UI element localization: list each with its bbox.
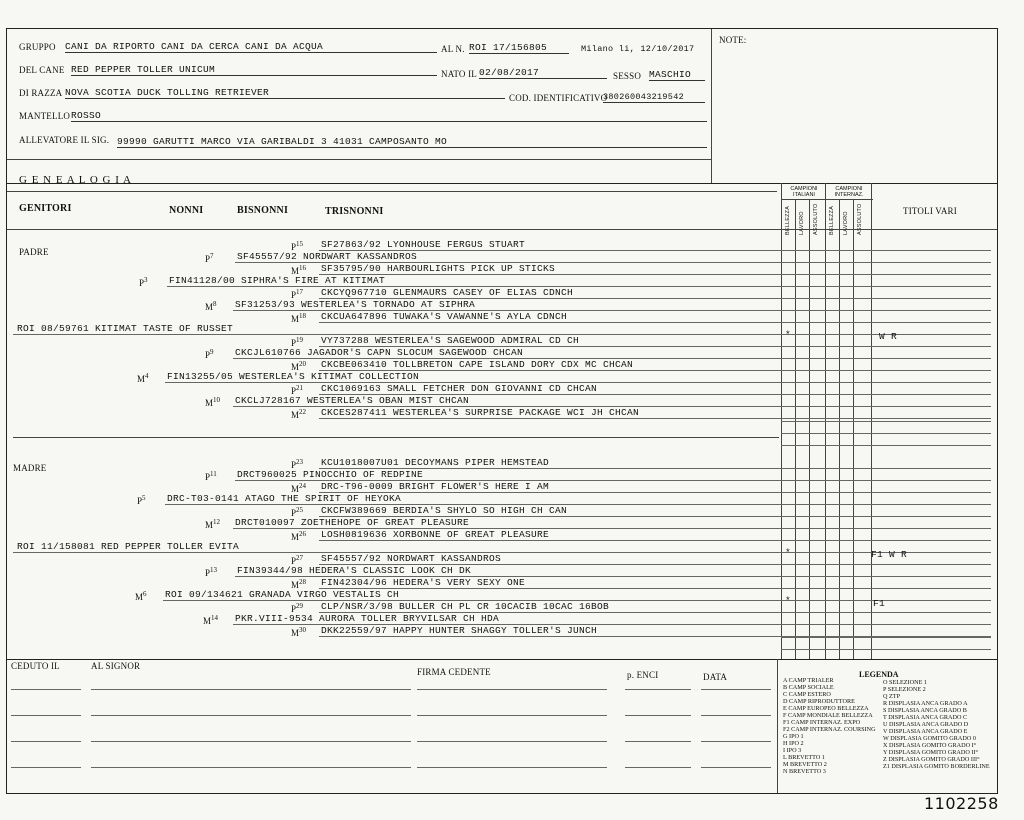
footer-line: [625, 741, 691, 742]
genealogia-top-rule: [7, 183, 997, 184]
col-line: [795, 199, 796, 659]
legenda-item: E CAMP EUROPEO BELLEZZA: [783, 705, 869, 712]
trisnonni-header: TRISNONNI: [325, 206, 384, 217]
serial-number: 1102258: [924, 794, 999, 813]
ancestor-entry: FIN39344/98 HEDERA'S CLASSIC LOOK CH DK: [237, 565, 472, 576]
ancestor-entry: CKCES287411 WESTERLEA'S SURPRISE PACKAGE WCI JH CHCAN: [321, 407, 640, 418]
ancestor-entry: SF27863/92 LYONHOUSE FERGUS STUART: [321, 239, 526, 250]
firma-label: FIRMA CEDENTE: [417, 667, 491, 677]
ancestor-entry: SF45557/92 NORDWART KASSANDROS: [237, 251, 418, 262]
footer-line: [417, 767, 607, 768]
campioni-italiani-header: CAMPIONI ITALIANI: [790, 186, 818, 198]
row-underline: [319, 250, 991, 251]
ancestor-entry: CKCYQ967710 GLENMAURS CASEY OF ELIAS CDNCH: [321, 287, 574, 298]
ancestor-entry: CKCJL610766 JAGADOR'S CAPN SLOCUM SAGEWOOD CHCAN: [235, 347, 524, 358]
ancestor-position: $P^{23}$: [291, 458, 304, 470]
cod-value: 380260043219542: [603, 92, 705, 103]
genealogia-header-bottom: [7, 229, 997, 230]
ancestor-entry: CKCBE063410 TOLLBRETON CAPE ISLAND DORY CDX MC CHCAN: [321, 359, 634, 370]
ancestor-entry: CKCLJ728167 WESTERLEA'S OBAN MIST CHCAN: [235, 395, 470, 406]
ancestor-entry: CKCUA647896 TUWAKA'S VAWANNE'S AYLA CDNCH: [321, 311, 568, 322]
ancestor-position: $P^7$: [205, 252, 214, 264]
footer-line: [625, 689, 691, 690]
ancestor-position: $M^{10}$: [205, 396, 221, 408]
parent-entry: ROI 11/158081 RED PEPPER TOLLER EVITA: [17, 541, 240, 552]
legenda-right: [883, 679, 990, 770]
ancestor-position: $P^{21}$: [291, 384, 304, 396]
notes-divider: [711, 29, 712, 183]
madre-titoli: F1 W R: [871, 549, 908, 560]
legenda-item: G IPO 1: [783, 733, 804, 740]
ancestor-entry: DRCT010097 ZOETHEHOPE OF GREAT PLEASURE: [235, 517, 470, 528]
col-lavoro-it: LAVORO: [799, 211, 805, 235]
ancestor-position: $M^{30}$: [291, 626, 307, 638]
ancestor-entry: CKC1069163 SMALL FETCHER DON GIOVANNI CD CHCAN: [321, 383, 598, 394]
ancestor-entry: CKCFW389669 BERDIA'S SHYLO SO HIGH CH CAN: [321, 505, 568, 516]
m6-titoli: F1: [873, 598, 886, 609]
col-bellezza-int: BELLEZZA: [829, 205, 835, 235]
ancestor-entry: CLP/NSR/3/98 BULLER CH PL CR 10CACIB 10CAC 16BOB: [321, 601, 610, 612]
footer-line: [701, 767, 771, 768]
footer-line: [701, 741, 771, 742]
legenda-item: F2 CAMP INTERNAZ. COURSING: [783, 726, 876, 733]
ancestor-entry: KCU1018007U01 DECOYMANS PIPER HEMSTEAD: [321, 457, 550, 468]
legenda-item: F1 CAMP INTERNAZ. EXPO: [783, 719, 861, 726]
genitori-header: GENITORI: [19, 203, 72, 214]
ancestor-entry: ROI 09/134621 GRANADA VIRGO VESTALIS CH: [165, 589, 400, 600]
legenda-item: O SELEZIONE 1: [883, 679, 927, 686]
allevatore-label: ALLEVATORE IL SIG.: [19, 135, 110, 145]
legenda-item: Y DISPLASIA GOMITO GRADO II°: [883, 749, 978, 756]
parent-entry: ROI 08/59761 KITIMAT TASTE OF RUSSET: [17, 323, 234, 334]
col-line: [839, 199, 840, 659]
ancestor-position: $M^{26}$: [291, 530, 307, 542]
ancestor-position: $M^{20}$: [291, 360, 307, 372]
row-underline: [319, 322, 991, 323]
col-lavoro-int: LAVORO: [843, 211, 849, 235]
al-n-label: AL N.: [441, 44, 465, 54]
empty-rule: [781, 649, 991, 650]
legenda-item: U DISPLASIA ANCA GRADO D: [883, 721, 969, 728]
titoli-vari-header: TITOLI VARI: [903, 206, 957, 216]
legenda-item: C CAMP ESTERO: [783, 691, 831, 698]
footer-legend-divider: [777, 659, 778, 793]
m6-star: *: [785, 595, 792, 606]
row-underline: [319, 588, 991, 589]
sesso-label: SESSO: [613, 71, 642, 81]
al-signor-label: AL SIGNOR: [91, 661, 141, 671]
legenda-item: S DISPLASIA ANCA GRADO B: [883, 707, 967, 714]
legenda-item: P SELEZIONE 2: [883, 686, 926, 693]
ancestor-entry: DRC-T96-0009 BRIGHT FLOWER'S HERE I AM: [321, 481, 550, 492]
razza-label: DI RAZZA: [19, 88, 63, 98]
nato-value: 02/08/2017: [479, 67, 607, 79]
legenda-item: A CAMP TRIALER: [783, 677, 834, 684]
ancestor-position: $M^6$: [135, 590, 147, 602]
ancestor-entry: VY737288 WESTERLEA'S SAGEWOOD ADMIRAL CD CH: [321, 335, 580, 346]
ancestor-entry: PKR.VIII-9534 AURORA TOLLER BRYVILSAR CH HDA: [235, 613, 500, 624]
col-bellezza-it: BELLEZZA: [785, 205, 791, 235]
legenda-item: R DISPLASIA ANCA GRADO A: [883, 700, 968, 707]
footer-line: [11, 689, 81, 690]
mantello-value: ROSSO: [71, 110, 707, 122]
bisnonni-header: BISNONNI: [237, 205, 289, 216]
footer-line: [91, 767, 411, 768]
ancestor-position: $P^{17}$: [291, 288, 304, 300]
header-rule: [7, 159, 711, 160]
penci-label: p. ENCI: [627, 670, 659, 680]
cane-value: RED PEPPER TOLLER UNICUM: [71, 64, 437, 76]
legenda-item: I IPO 3: [783, 747, 802, 754]
campioni-internaz-header: CAMPIONI INTERNAZ.: [834, 186, 864, 198]
ancestor-entry: SF31253/93 WESTERLEA'S TORNADO AT SIPHRA: [235, 299, 476, 310]
note-label: NOTE:: [719, 35, 747, 45]
ancestor-position: $M^{18}$: [291, 312, 307, 324]
ancestor-position: $M^8$: [205, 300, 217, 312]
allevatore-value: 99990 GARUTTI MARCO VIA GARIBALDI 3 41031 CAMPOSANTO MO: [117, 136, 707, 148]
legenda-left: [783, 677, 876, 775]
legenda-item: B CAMP SOCIALE: [783, 684, 834, 691]
footer-line: [11, 715, 81, 716]
row-underline: [165, 504, 991, 505]
footer-line: [91, 689, 411, 690]
col-line: [853, 199, 854, 659]
ancestor-position: $P^{25}$: [291, 506, 304, 518]
legenda-item: Z1 DISPLASIA GOMITO BORDERLINE: [883, 763, 990, 770]
milano-date: Milano li, 12/10/2017: [581, 44, 695, 54]
footer-top-rule: [7, 659, 997, 660]
ancestor-position: $M^{22}$: [291, 408, 307, 420]
row-underline: [319, 540, 991, 541]
ancestor-position: $M^4$: [137, 372, 149, 384]
empty-rule: [781, 637, 991, 638]
cane-label: DEL CANE: [19, 65, 65, 75]
nonni-header: NONNI: [169, 205, 204, 216]
genealogia-sub-rule: [7, 191, 777, 192]
footer-line: [417, 715, 607, 716]
footer-line: [11, 741, 81, 742]
footer-line: [625, 715, 691, 716]
legenda-item: X DISPLASIA GOMITO GRADO I°: [883, 742, 977, 749]
gruppo-label: GRUPPO: [19, 42, 56, 52]
pedigree-document: [6, 28, 998, 794]
col-assoluto-it: ASSOLUTO: [813, 203, 819, 235]
col-assoluto-int: ASSOLUTO: [857, 203, 863, 235]
row-underline: [319, 274, 991, 275]
row-underline: [319, 492, 991, 493]
ancestor-entry: FIN42304/96 HEDERA'S VERY SEXY ONE: [321, 577, 526, 588]
ancestor-position: $M^{12}$: [205, 518, 221, 530]
ancestor-entry: FIN41128/00 SIPHRA'S FIRE AT KITIMAT: [169, 275, 386, 286]
footer-line: [91, 715, 411, 716]
ancestor-position: $P^{19}$: [291, 336, 304, 348]
padre-star: *: [785, 329, 792, 340]
ancestor-entry: DRC-T03-0141 ATAGO THE SPIRIT OF HEYOKA: [167, 493, 402, 504]
footer-line: [625, 767, 691, 768]
ancestor-position: $P^{29}$: [291, 602, 304, 614]
nato-label: NATO IL: [441, 69, 477, 79]
legenda-item: Q ZTP: [883, 693, 901, 700]
footer-line: [11, 767, 81, 768]
legenda-item: M BREVETTO 2: [783, 761, 827, 768]
legenda-item: D CAMP RIPRODUTTORE: [783, 698, 855, 705]
row-underline: [319, 370, 991, 371]
legenda-item: W DISPLASIA GOMITO GRADO 0: [883, 735, 976, 742]
ancestor-position: $P^{27}$: [291, 554, 304, 566]
ancestor-entry: SF45557/92 NORDWART KASSANDROS: [321, 553, 502, 564]
footer-line: [701, 715, 771, 716]
footer-line: [701, 689, 771, 690]
ancestor-position: $M^{24}$: [291, 482, 307, 494]
legenda-title: LEGENDA: [859, 670, 899, 679]
footer-line: [91, 741, 411, 742]
legenda-item: T DISPLASIA ANCA GRADO C: [883, 714, 968, 721]
ancestor-entry: LOSH0819636 XORBONNE OF GREAT PLEASURE: [321, 529, 550, 540]
ancestor-position: $P^3$: [139, 276, 148, 288]
legenda-item: L BREVETTO 1: [783, 754, 825, 761]
genealogia-title: G E N E A L O G I A: [19, 174, 133, 186]
ancestor-position: $P^{15}$: [291, 240, 304, 252]
row-underline: [167, 286, 991, 287]
sesso-value: MASCHIO: [649, 69, 705, 81]
empty-rule: [781, 445, 991, 446]
gruppo-value: CANI DA RIPORTO CANI DA CERCA CANI DA ACQUA: [65, 41, 437, 53]
ancestor-position: $P^{11}$: [205, 470, 217, 482]
madre-label: MADRE: [13, 463, 47, 473]
footer-line: [417, 741, 607, 742]
col-line: [809, 199, 810, 659]
row-underline: [13, 552, 991, 553]
ancestor-position: $P^9$: [205, 348, 214, 360]
footer-line: [417, 689, 607, 690]
al-n-value: ROI 17/156805: [469, 42, 569, 54]
legenda-item: N BREVETTO 3: [783, 768, 826, 775]
data-label: DATA: [703, 672, 728, 682]
razza-value: NOVA SCOTIA DUCK TOLLING RETRIEVER: [65, 87, 505, 99]
row-underline: [319, 418, 991, 419]
legenda-item: F CAMP MONDIALE BELLEZZA: [783, 712, 873, 719]
ancestor-position: $P^{13}$: [205, 566, 218, 578]
padre-label: PADRE: [19, 247, 49, 257]
legenda-item: H IPO 2: [783, 740, 804, 747]
padre-titoli: W R: [879, 331, 898, 342]
ancestor-entry: DRCT960025 PINOCCHIO OF REDPINE: [237, 469, 424, 480]
ancestor-entry: SF35795/90 HARBOURLIGHTS PICK UP STICKS: [321, 263, 556, 274]
ancestor-position: $M^{28}$: [291, 578, 307, 590]
ceduto-label: CEDUTO IL: [11, 661, 60, 671]
legenda-item: V DISPLASIA ANCA GRADO E: [883, 728, 968, 735]
ancestor-position: $M^{16}$: [291, 264, 307, 276]
empty-rule: [781, 421, 991, 422]
ancestor-position: $M^{14}$: [203, 614, 219, 626]
cod-label: COD. IDENTIFICATIVO: [509, 93, 608, 103]
ancestor-entry: DKK22559/97 HAPPY HUNTER SHAGGY TOLLER'S JUNCH: [321, 625, 598, 636]
empty-rule: [781, 433, 991, 434]
madre-star: *: [785, 547, 792, 558]
ancestor-entry: FIN13255/05 WESTERLEA'S KITIMAT COLLECTION: [167, 371, 420, 382]
padre-madre-separator: [13, 437, 779, 438]
legenda-item: Z DISPLASIA GOMITO GRADO III°: [883, 756, 980, 763]
ancestor-position: $P^5$: [137, 494, 146, 506]
mantello-label: MANTELLO: [19, 111, 71, 121]
